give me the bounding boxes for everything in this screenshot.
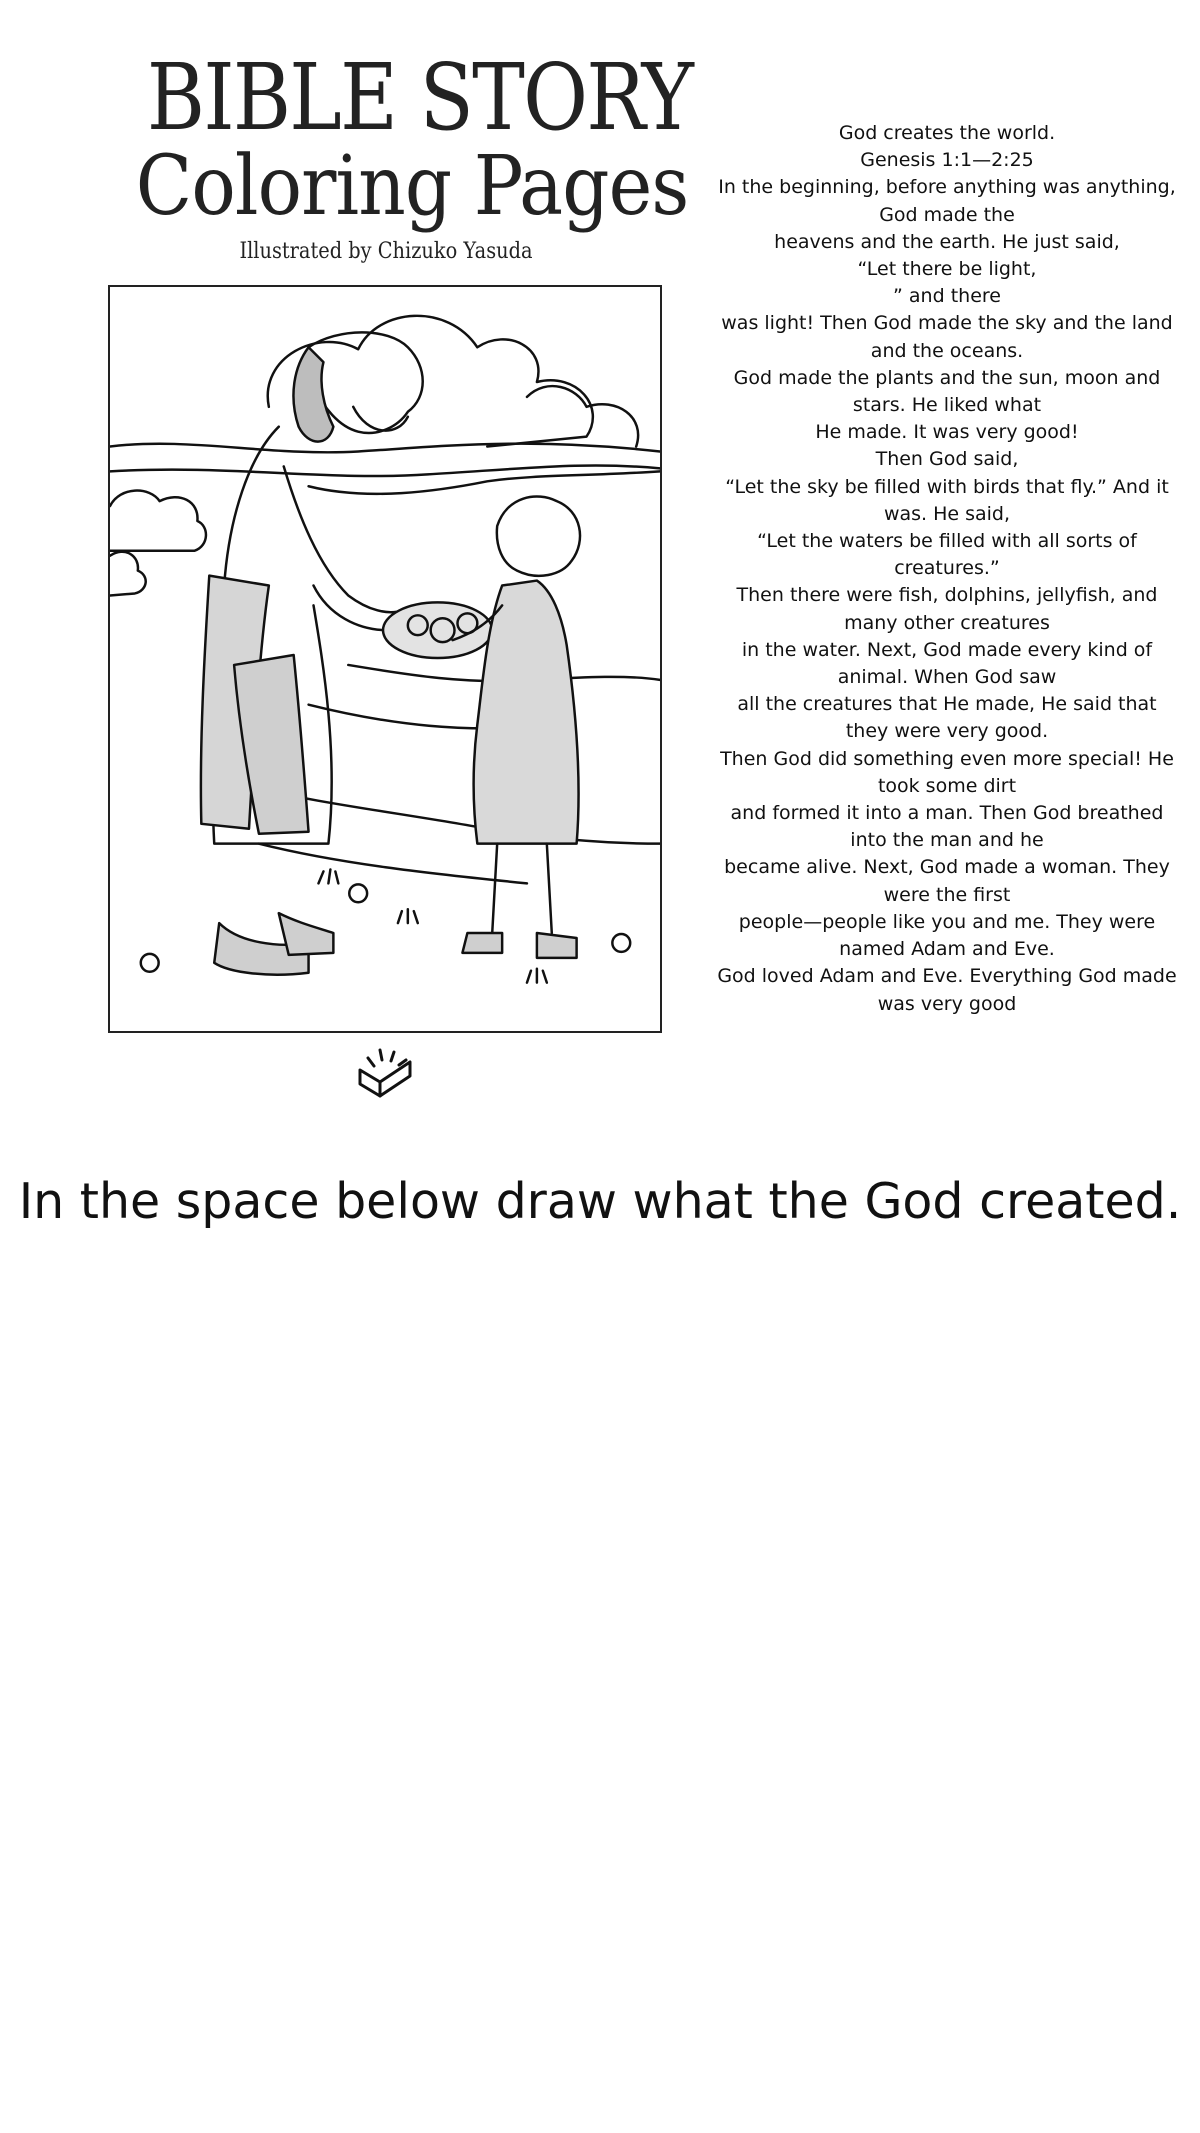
flower — [612, 934, 630, 952]
story-reference: Genesis 1:1—2:25 — [860, 149, 1034, 172]
activity-prompt: In the space below draw what the God created. — [18, 1173, 1182, 1230]
story-line: God loved Adam and Eve. Everything God made was very good — [717, 965, 1177, 1015]
river-line — [259, 844, 527, 884]
coloring-illustration — [108, 285, 662, 1033]
story-line: Then God said, — [875, 448, 1019, 471]
child-leg — [492, 844, 497, 933]
cover-title-sub: Coloring Pages — [135, 139, 689, 234]
story-line: heavens and the earth. He just said, — [774, 230, 1120, 253]
cover-title-block — [108, 44, 693, 266]
drawing-area[interactable] — [40, 1260, 1160, 2100]
story-line: “Let the waters be filled with all sorts of creatures.” — [757, 530, 1137, 580]
flower — [349, 884, 367, 902]
story-line: “Let the sky be filled with birds that fly.” And it was. He said, — [725, 475, 1169, 525]
illustrator-credit: Illustrated by Chizuko Yasuda — [239, 239, 533, 264]
story-line: ” and there — [893, 285, 1001, 308]
story-line: Then God did something even more special! He took some dirt — [720, 747, 1174, 797]
man-sandal — [279, 913, 334, 955]
child-sandal — [462, 933, 502, 953]
story-line: became alive. Next, God made a woman. They were the first — [724, 856, 1170, 906]
story-line: “Let there be light, — [857, 258, 1037, 281]
bush-shape — [110, 491, 206, 551]
story-line: Then there were fish, dolphins, jellyfish, and many other creatures — [736, 584, 1158, 634]
story-line: was light! Then God made the sky and the land and the oceans. — [721, 312, 1173, 362]
child-sandal — [537, 933, 577, 958]
story-line: in the water. Next, God made every kind of animal. When God saw — [741, 638, 1153, 689]
story-line: all the creatures that He made, He said that they were very good. — [737, 693, 1157, 743]
grass-tuft — [318, 869, 338, 883]
grass-tuft — [398, 909, 418, 923]
man-beard — [353, 407, 408, 431]
story-line: In the beginning, before anything was anything, God made the — [718, 176, 1176, 226]
story-text — [716, 120, 1178, 1018]
flower — [141, 954, 159, 972]
man-arm — [284, 466, 403, 612]
story-line: people—people like you and me. They were named Adam and Eve. — [738, 910, 1156, 961]
story-line: God made the plants and the sun, moon and stars. He liked what — [733, 366, 1161, 417]
child-leg — [547, 844, 552, 933]
grass-tuft — [527, 969, 547, 983]
story-line: He made. It was very good! — [815, 421, 1079, 444]
bush-shape — [110, 552, 146, 596]
man-arm — [314, 586, 388, 631]
man-hair — [293, 347, 333, 441]
story-title: God creates the world. — [838, 122, 1056, 144]
hill-line — [110, 444, 660, 453]
cover-title-main: BIBLE STORY — [146, 44, 693, 151]
open-book-logo-icon — [350, 1040, 422, 1102]
story-line: and formed it into a man. Then God breathed into the man and he — [730, 802, 1164, 852]
child-head — [497, 497, 580, 576]
